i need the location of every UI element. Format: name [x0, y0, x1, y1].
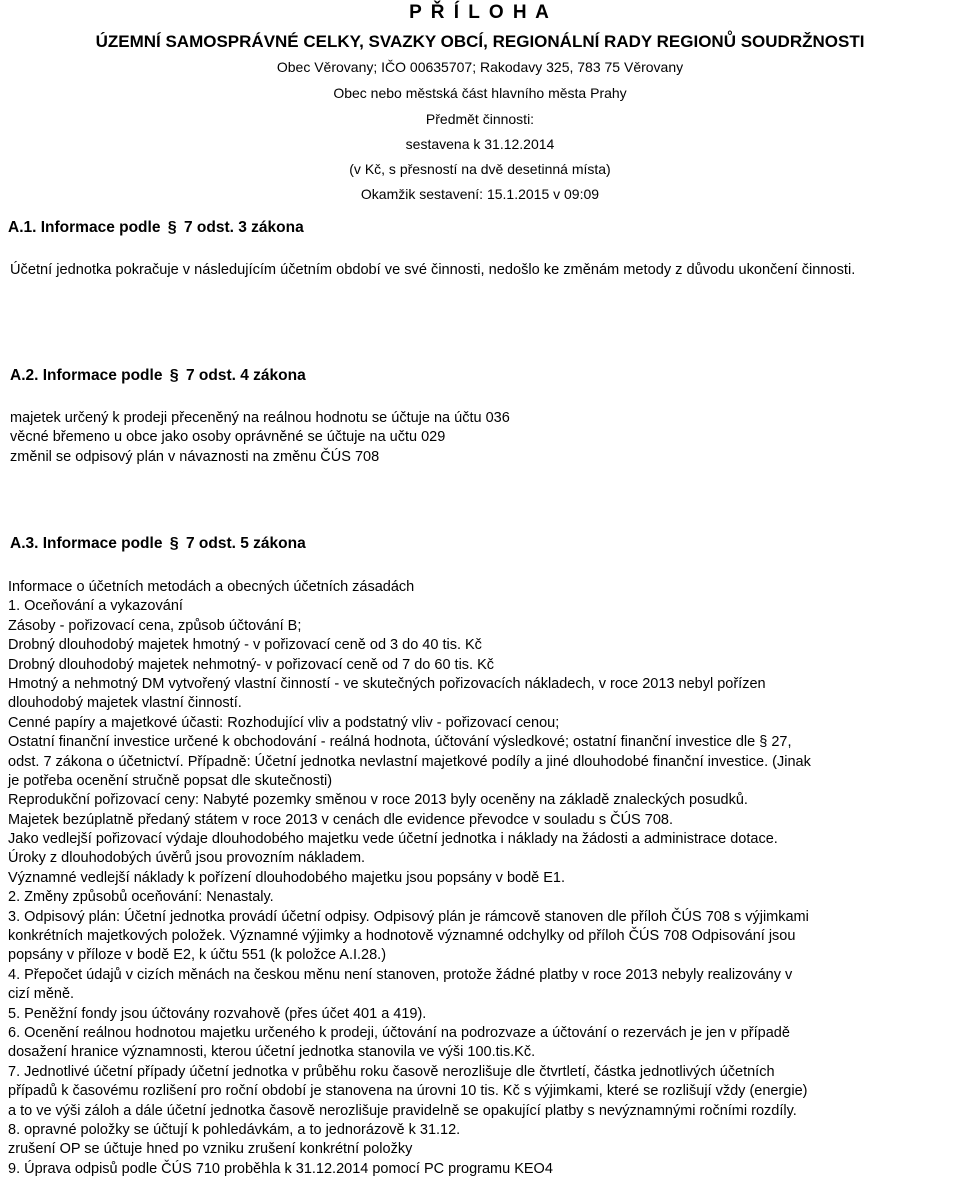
section-a3-line: Významné vedlejší náklady k pořízení dlouhodobého majetku jsou popsány v bodě E1.	[8, 869, 565, 886]
section-a3-line: 2. Změny způsobů oceňování: Nenastaly.	[8, 889, 274, 906]
section-a3-body	[8, 578, 811, 1179]
section-a3-heading	[10, 535, 306, 553]
section-a2-heading	[10, 367, 306, 385]
section-a3-line: odst. 7 zákona o účetnictví. Případně: Účetní jednotka nevlastní majetkové podíly a jiné dlouhodobé finanční investice. (Jinak	[8, 753, 811, 770]
section-a3-line: Informace o účetních metodách a obecných účetních zásadách	[8, 579, 415, 595]
section-a3-suffix: 7 odst. 5 zákona	[185, 535, 306, 552]
section-a3-line: cizí měně.	[8, 986, 75, 1003]
section-a3-line: případů k časovému rozlišení pro roční období je stanovena na úrovni 10 tis. Kč s výjimkami, které se rozlišují vždy (energie)	[8, 1083, 808, 1100]
section-a3-line: Hmotný a nehmotný DM vytvořený vlastní činností - ve skutečných pořizovacích nákladech, v roce 2013 nebyl pořízen	[8, 675, 766, 692]
section-a3-line: dosažení hranice významnosti, kterou účetní jednotka stanovila ve výši 100.tis.Kč.	[8, 1044, 536, 1061]
section-a3-line: 7. Jednotlivé účetní případy účetní jednotka v průběhu roku časově nerozlišuje dle čtvrtletí, částka jednotlivých účetních	[8, 1063, 775, 1080]
section-a2-body	[10, 409, 510, 467]
section-a2-line: změnil se odpisový plán v návaznosti na změnu ČÚS 708	[10, 448, 380, 465]
section-a1-prefix: A.1. Informace podle	[8, 219, 161, 236]
section-a3-line: popsány v příloze v bodě E2, k účtu 551 (k položce A.I.28.)	[8, 947, 387, 964]
section-symbol-icon: §	[169, 535, 179, 552]
section-a3-line: Reprodukční pořizovací ceny: Nabyté pozemky směnou v roce 2013 byly oceněny na základě znaleckých posudků.	[8, 792, 748, 809]
section-a1-suffix: 7 odst. 3 zákona	[183, 219, 304, 236]
section-a2-line: věcné břemeno u obce jako osoby oprávněné se účtuje na učtu 029	[10, 429, 446, 446]
section-a3-line: zrušení OP se účtuje hned po vzniku zrušení konkrétní položky	[8, 1141, 413, 1158]
section-a3-line: je potřeba ocenění stručně popsat dle skutečnosti)	[8, 772, 333, 789]
section-a3-line: 9. Úprava odpisů podle ČÚS 710 proběhla k 31.12.2014 pomocí PC programu KEO4	[8, 1160, 553, 1177]
units-note: (v Kč, s přesností na dvě desetinná místa)	[349, 161, 611, 177]
section-symbol-icon: §	[169, 367, 179, 384]
entity-info: Obec Věrovany; IČO 00635707; Rakodavy 325, 783 75 Věrovany	[276, 59, 684, 75]
section-a3-line: 4. Přepočet údajů v cizích měnách na českou měnu není stanoven, protože žádné platby v roce 2013 nebyly realizovány v	[8, 966, 793, 983]
section-a3-line: dlouhodobý majetek vlastní činností.	[8, 695, 242, 712]
activity-subject: Předmět činnosti:	[425, 111, 535, 127]
section-a2-prefix: A.2. Informace podle	[10, 367, 163, 384]
section-a3-line: Majetek bezúplatně předaný státem v roce 2013 v cenách dle evidence převodce v souladu s ČÚS 708.	[8, 811, 673, 828]
section-a3-line: Cenné papíry a majetkové účasti: Rozhodující vliv a podstatný vliv - pořizovací cenou;	[8, 714, 560, 731]
section-a3-line: 6. Ocenění reálnou hodnotou majetku určeného k prodeji, účtování na podrozvaze a účtování o rezervách je jen v případě	[8, 1024, 790, 1041]
section-a3-line: a to ve výši záloh a dále účetní jednotka časově nerozlišuje pravidelně se opakující platby s nevýznamnými ročními rozdíly.	[8, 1102, 797, 1119]
compilation-moment: Okamžik sestavení: 15.1.2015 v 09:09	[360, 186, 600, 202]
section-a2-suffix: 7 odst. 4 zákona	[185, 367, 306, 384]
section-a3-line: Úroky z dlouhodobých úvěrů jsou provozním nákladem.	[8, 850, 366, 867]
section-a3-line: Drobný dlouhodobý majetek hmotný - v pořizovací ceně od 3 do 40 tis. Kč	[8, 637, 482, 654]
section-a3-line: 8. opravné položky se účtují k pohledávkám, a to jednorázově k 31.12.	[8, 1121, 461, 1138]
section-a3-line: Jako vedlejší pořizovací výdaje dlouhodobého majetku vede účetní jednotka i náklady na žádosti a administrace dotace.	[8, 831, 778, 848]
annex-title: P Ř Í L O H A	[409, 2, 551, 23]
section-a1-text: Účetní jednotka pokračuje v následujícím účetním období ve své činnosti, nedošlo ke změnám metody z důvodu ukončení činnosti.	[10, 262, 856, 278]
compiled-date: sestavena k 31.12.2014	[405, 136, 555, 152]
section-a1-heading	[8, 219, 304, 237]
entity-type: Obec nebo městská část hlavního města Prahy	[333, 85, 627, 101]
section-a3-line: Zásoby - pořizovací cena, způsob účtování B;	[8, 617, 302, 634]
section-a3-line: konkrétních majetkových položek. Významné výjimky a hodnotově významné odchylky od příloh ČÚS 708 Odpisování jsou	[8, 928, 796, 945]
section-symbol-icon: §	[167, 219, 177, 236]
section-a3-line: 1. Oceňování a vykazování	[8, 598, 183, 615]
section-a2-line: majetek určený k prodeji přeceněný na reálnou hodnotu se účtuje na účtu 036	[10, 410, 510, 426]
section-a3-line: 3. Odpisový plán: Účetní jednotka provádí účetní odpisy. Odpisový plán je rámcově stanoven dle příloh ČÚS 708 s výjimkami	[8, 908, 809, 925]
document-category-title: ÚZEMNÍ SAMOSPRÁVNÉ CELKY, SVAZKY OBCÍ, REGIONÁLNÍ RADY REGIONŮ SOUDRŽNOSTI	[95, 32, 865, 51]
section-a3-line: Ostatní finanční investice určené k obchodování - reálná hodnota, účtování výsledkové; ostatní finanční investice dle § 27,	[8, 734, 792, 751]
section-a3-line: 5. Peněžní fondy jsou účtovány rozvahově (přes účet 401 a 419).	[8, 1005, 427, 1022]
section-a3-prefix: A.3. Informace podle	[10, 535, 163, 552]
section-a3-line: Drobný dlouhodobý majetek nehmotný- v pořizovací ceně od 7 do 60 tis. Kč	[8, 656, 495, 673]
